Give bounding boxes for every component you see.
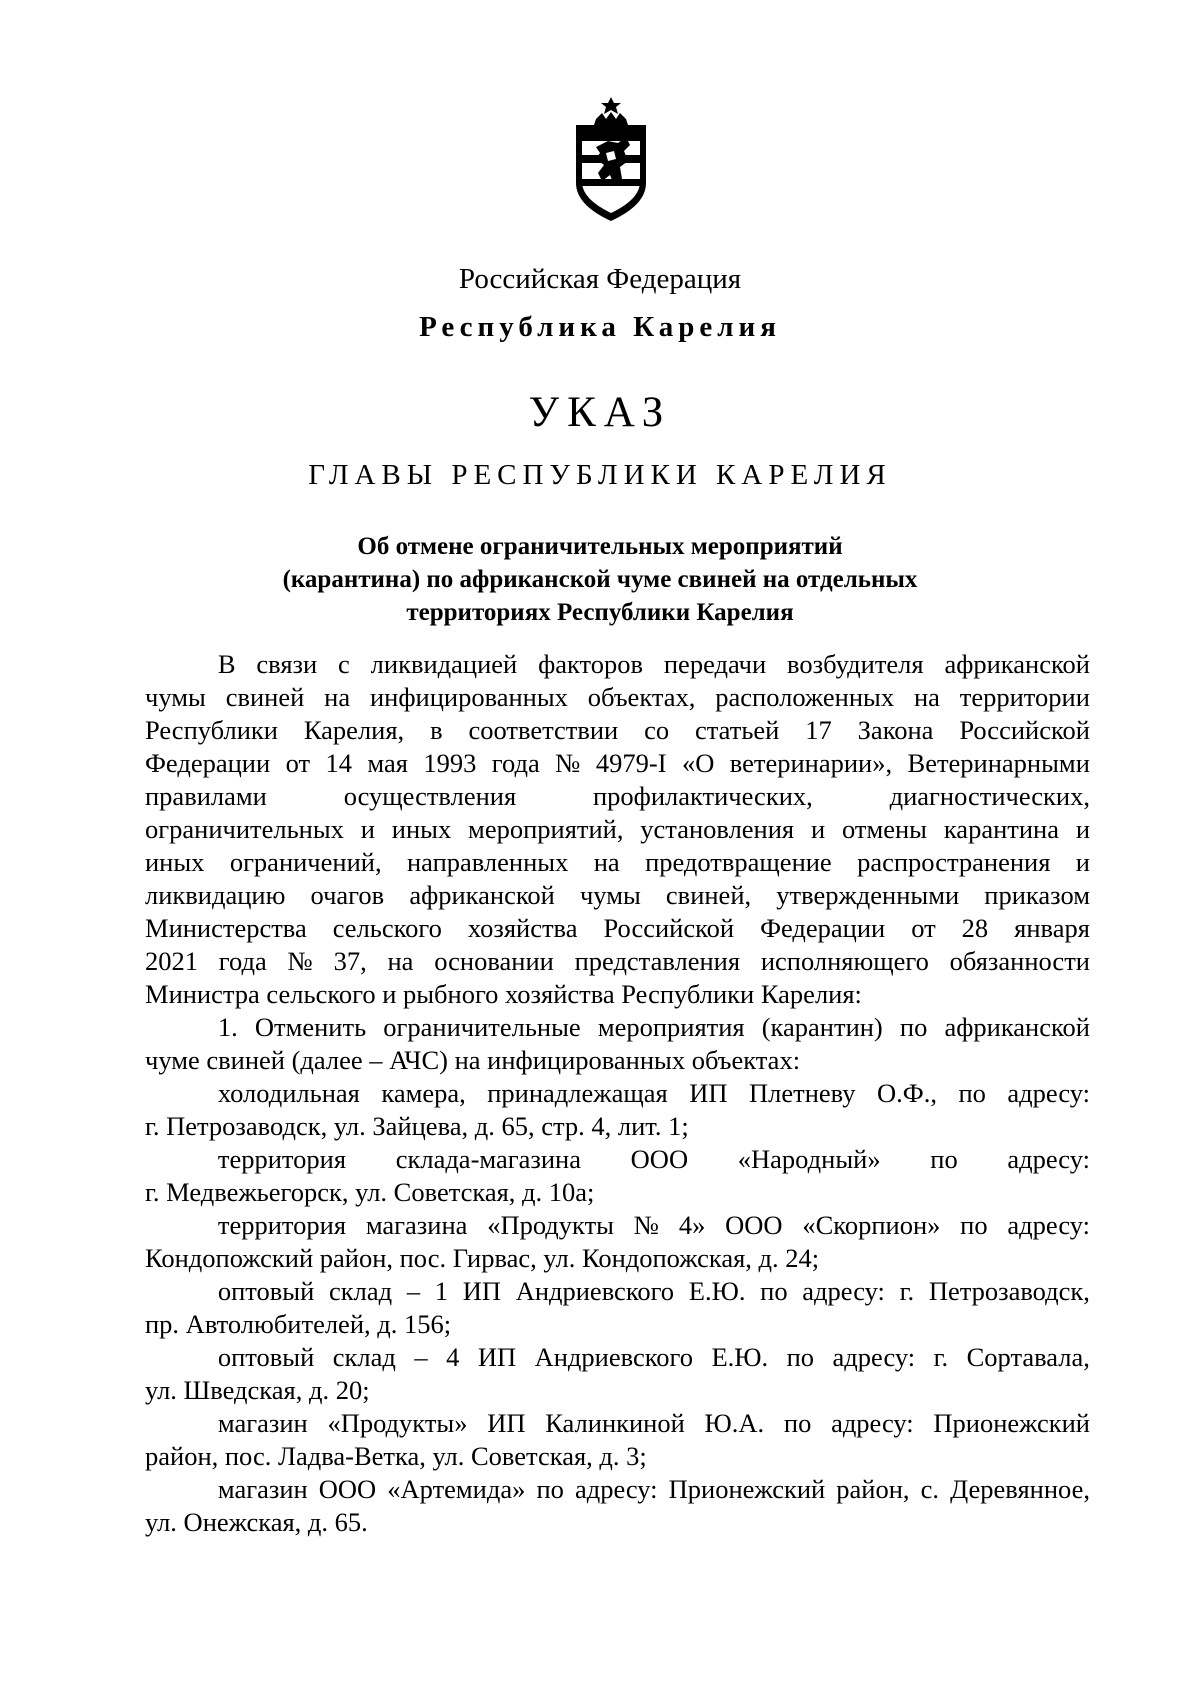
body-line: оптовый склад – 4 ИП Андриевского Е.Ю. по адресу: г. Сортавала, [145, 1342, 1090, 1372]
document-title [0, 530, 1200, 629]
body-line: магазин «Продукты» ИП Калинкиной Ю.А. по адресу: Прионежский [145, 1408, 1090, 1438]
body-line: Министерства сельского хозяйства Российской Федерации от 28 января [145, 913, 1090, 943]
body-line: холодильная камера, принадлежащая ИП Плетневу О.Ф., по адресу: [145, 1078, 1090, 1108]
document-type: УКАЗ [528, 389, 672, 436]
coat-of-arms-icon [566, 95, 656, 223]
body-line: правилами осуществления профилактических, диагностических, [145, 781, 1090, 811]
body-line: ул. Шведская, д. 20; [145, 1375, 370, 1405]
body-line: территория магазина «Продукты № 4» ООО «Скорпион» по адресу: [145, 1210, 1090, 1240]
body-line: г. Медвежьегорск, ул. Советская, д. 10а; [145, 1177, 595, 1207]
body-line: район, пос. Ладва-Ветка, ул. Советская, д. 3; [145, 1441, 647, 1471]
body-line: Федерации от 14 мая 1993 года № 4979-I «О ветеринарии», Ветеринарными [145, 748, 1090, 778]
body-line: 2021 года № 37, на основании представления исполняющего обязанности [145, 946, 1090, 976]
body-line: В связи с ликвидацией факторов передачи возбудителя африканской [145, 649, 1090, 679]
body-line: г. Петрозаводск, ул. Зайцева, д. 65, стр. 4, лит. 1; [145, 1111, 689, 1141]
body-line: ул. Онежская, д. 65. [145, 1507, 368, 1537]
body-line: магазин ООО «Артемида» по адресу: Прионежский район, с. Деревянное, [145, 1474, 1090, 1504]
body-line: чумы свиней на инфицированных объектах, расположенных на территории [145, 682, 1090, 712]
country-name: Российская Федерация [458, 263, 742, 295]
body-line: Кондопожский район, пос. Гирвас, ул. Кондопожская, д. 24; [145, 1243, 820, 1273]
republic-name: Республика Карелия [419, 311, 781, 343]
title-line: (карантина) по африканской чуме свиней на отдельных [282, 566, 918, 593]
document-body [145, 648, 1090, 1539]
body-line: чуме свиней (далее – АЧС) на инфицированных объектах: [145, 1045, 801, 1075]
body-line: ликвидацию очагов африканской чумы свиней, утвержденными приказом [145, 880, 1090, 910]
body-line: ограничительных и иных мероприятий, установления и отмены карантина и [145, 814, 1090, 844]
body-line: 1. Отменить ограничительные мероприятия (карантин) по африканской [145, 1012, 1090, 1042]
body-line: Республики Карелия, в соответствии со статьей 17 Закона Российской [145, 715, 1090, 745]
body-line: территория склада-магазина ООО «Народный» по адресу: [145, 1144, 1090, 1174]
body-line: иных ограничений, направленных на предотвращение распространения и [145, 847, 1090, 877]
title-line: Об отмене ограничительных мероприятий [357, 533, 843, 560]
issuer: ГЛАВЫ РЕСПУБЛИКИ КАРЕЛИЯ [308, 459, 892, 491]
body-line: Министра сельского и рыбного хозяйства Республики Карелия: [145, 979, 862, 1009]
title-line: территориях Республики Карелия [406, 599, 794, 626]
body-line: оптовый склад – 1 ИП Андриевского Е.Ю. по адресу: г. Петрозаводск, [145, 1276, 1090, 1306]
body-line: пр. Автолюбителей, д. 156; [145, 1309, 452, 1339]
